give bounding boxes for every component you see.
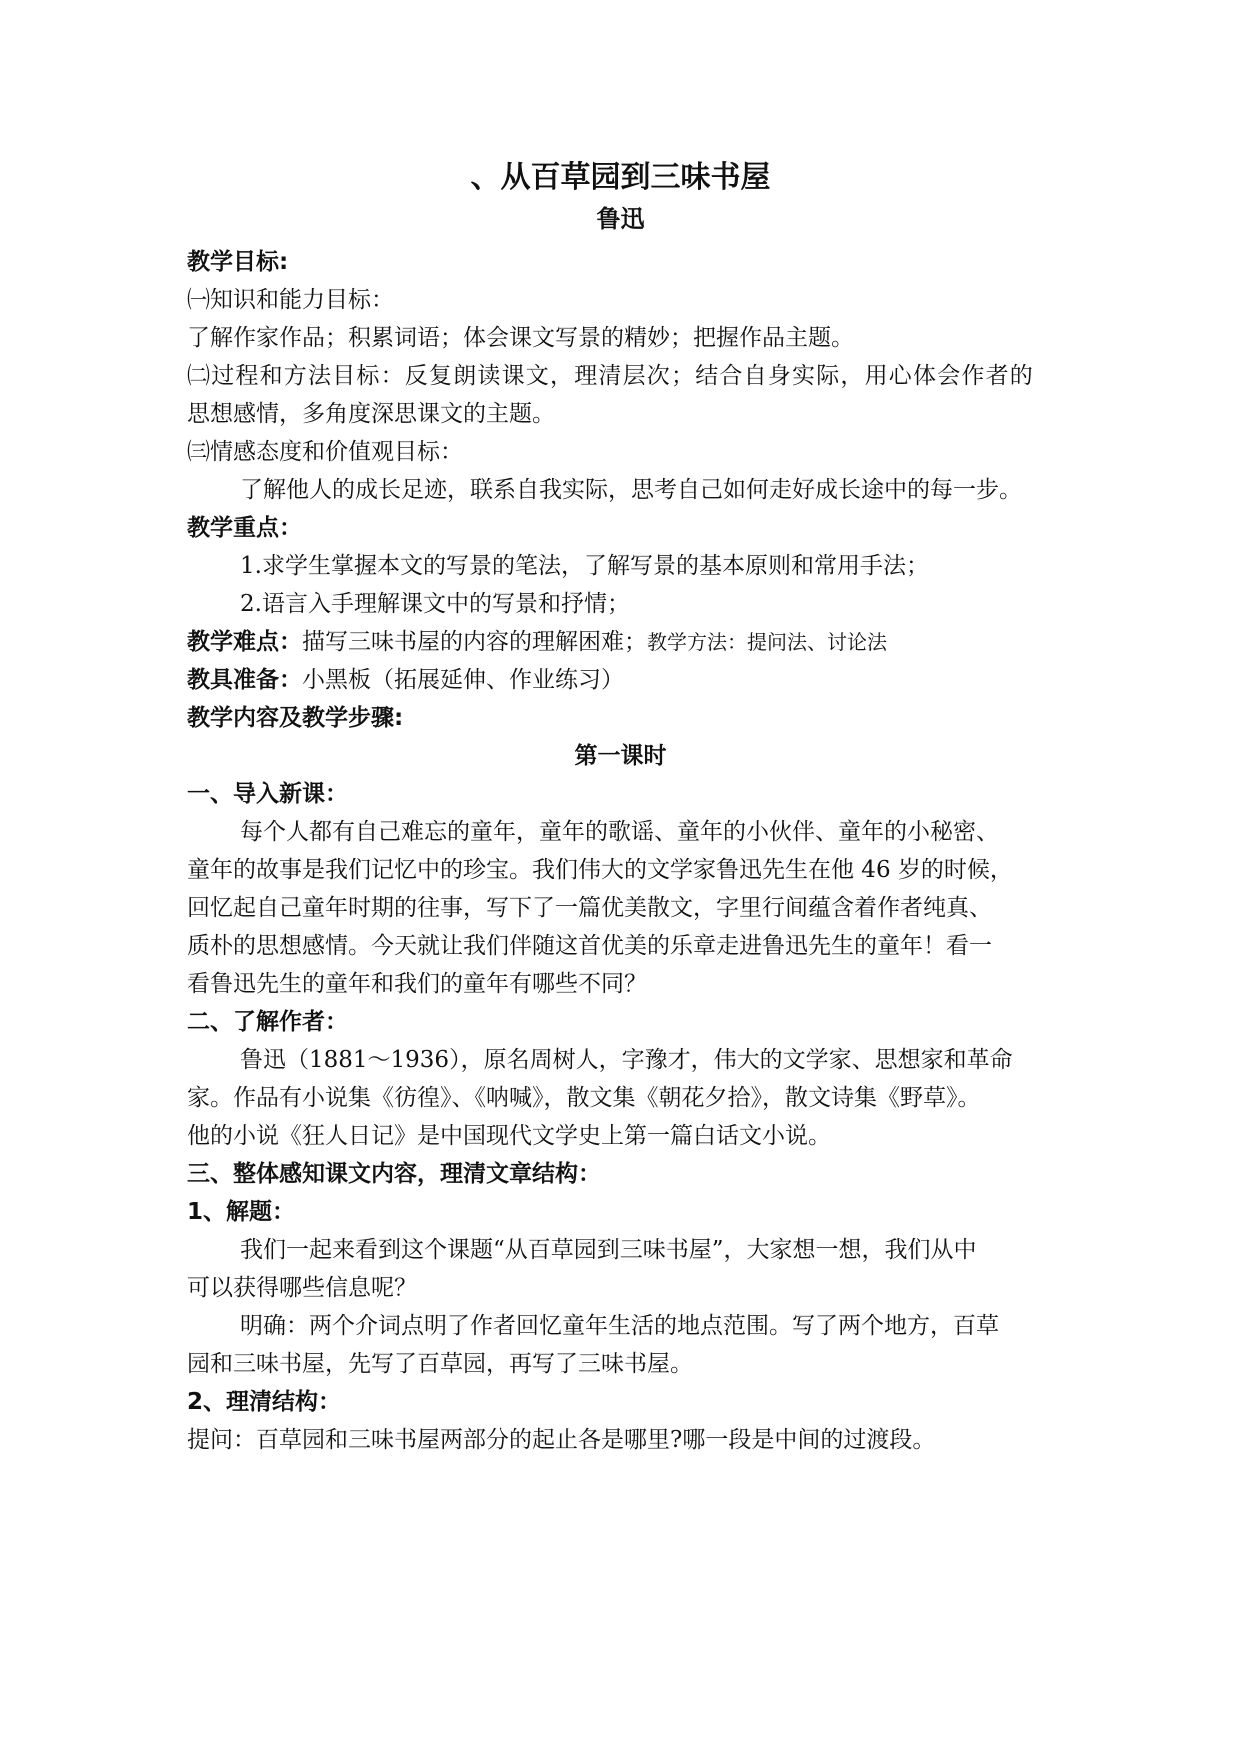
lesson-heading: 第一课时 (574, 743, 667, 769)
paragraph-line: 他的小说《狂人日记》是中国现代文学史上第一篇白话文小说。 (187, 1123, 831, 1149)
paragraph-line: 回忆起自己童年时期的往事，写下了一篇优美散文，字里行间蕴含着作者纯真、 (187, 895, 992, 921)
document-title: 、从百草园到三味书屋 (470, 160, 771, 195)
tools-label: 教具准备： (187, 667, 302, 693)
paragraph-line: 童年的故事是我们记忆中的珍宝。我们伟大的文学家鲁迅先生在他 46 岁的时候， (187, 857, 1013, 883)
tools-line (0, 666, 1241, 694)
paragraph-line: 鲁迅（1881～1936），原名周树人，字豫才，伟大的文学家、思想家和革命 (240, 1047, 1013, 1073)
emotion-text: 了解他人的成长足迹，联系自我实际，思考自己如何走好成长途中的每一步。 (240, 477, 1022, 503)
paragraph-line: 我们一起来看到这个课题“从百草园到三味书屋”，大家想一想，我们从中 (240, 1237, 977, 1263)
objectives-heading: 教学目标: (187, 249, 289, 275)
difficulty-label: 教学难点： (187, 629, 302, 655)
section-heading: 一、导入新课： (187, 781, 348, 807)
knowledge-text: 了解作家作品；积累词语；体会课文写景的精妙；把握作品主题。 (187, 325, 854, 351)
paragraph-line: 可以获得哪些信息呢？ (187, 1275, 417, 1301)
tools-text: 小黑板（拓展延伸、作业练习） (302, 667, 624, 693)
key-points-heading: 教学重点： (187, 515, 302, 541)
paragraph-line: 看鲁迅先生的童年和我们的童年有哪些不同？ (187, 971, 647, 997)
paragraph-line: 家。作品有小说集《彷徨》、《呐喊》，散文集《朝花夕拾》，散文诗集《野草》。 (187, 1085, 981, 1111)
emotion-heading: ㈢情感态度和价值观目标： (187, 439, 463, 465)
subsection-heading: 1、解题： (187, 1199, 296, 1225)
process-objective-line: 思想感情，多角度深思课文的主题。 (187, 401, 555, 427)
subsection-heading: 2、理清结构： (187, 1389, 342, 1415)
difficulty-text: 描写三味书屋的内容的理解困难； (302, 629, 647, 655)
process-objective-line: ㈡过程和方法目标：反复朗读课文，理清层次；结合自身实际，用心体会作者的 (187, 363, 1034, 389)
teaching-method: 教学方法：提问法、讨论法 (647, 630, 887, 654)
section-heading: 三、整体感知课文内容，理清文章结构： (187, 1161, 601, 1187)
paragraph-line: 质朴的思想感情。今天就让我们伴随这首优美的乐章走进鲁迅先生的童年！看一 (187, 933, 992, 959)
paragraph-line: 明确：两个介词点明了作者回忆童年生活的地点范围。写了两个地方，百草 (240, 1313, 999, 1339)
key-point-item: 2.语言入手理解课文中的写景和抒情； (240, 591, 630, 617)
section-heading: 二、了解作者： (187, 1009, 348, 1035)
author-name: 鲁迅 (596, 205, 645, 233)
paragraph-line: 每个人都有自己难忘的童年，童年的歌谣、童年的小伙伴、童年的小秘密、 (240, 819, 999, 845)
paragraph-line: 提问：百草园和三味书屋两部分的起止各是哪里?哪一段是中间的过渡段。 (187, 1427, 936, 1453)
steps-heading: 教学内容及教学步骤: (187, 705, 404, 731)
paragraph-line: 园和三味书屋，先写了百草园，再写了三味书屋。 (187, 1351, 693, 1377)
difficulty-line (0, 628, 1241, 656)
knowledge-heading: ㈠知识和能力目标： (187, 287, 394, 313)
key-point-item: 1.求学生掌握本文的写景的笔法，了解写景的基本原则和常用手法； (240, 553, 929, 579)
